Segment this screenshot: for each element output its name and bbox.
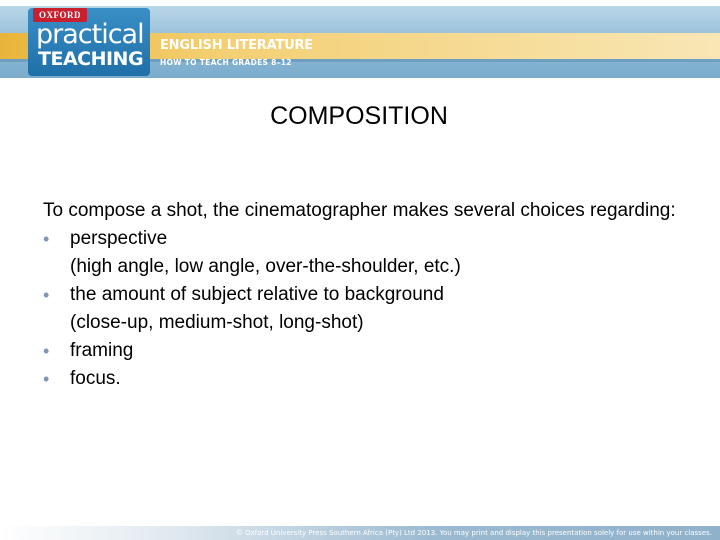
bullet-list xyxy=(43,225,693,393)
logo-text-practical: practical xyxy=(36,19,144,50)
logo-text-teaching: TEACHING xyxy=(38,48,144,70)
list-item xyxy=(43,365,693,393)
bullet-icon: • xyxy=(43,285,50,305)
bullet-icon: • xyxy=(43,369,50,389)
bullet-text: focus. xyxy=(70,368,121,389)
list-item xyxy=(43,281,693,337)
bullet-note: (high angle, low angle, over-the-shoulder, etc.) xyxy=(70,256,461,277)
slide-body xyxy=(43,197,693,393)
bullet-text: perspective xyxy=(70,228,168,249)
subject-title: ENGLISH LITERATURE xyxy=(160,38,313,53)
header-banner xyxy=(0,0,720,80)
bullet-text: framing xyxy=(70,340,134,361)
bullet-icon: • xyxy=(43,341,50,361)
bullet-icon: • xyxy=(43,229,50,249)
footer-bar xyxy=(0,526,720,540)
intro-paragraph: To compose a shot, the cinematographer makes several choices regarding: xyxy=(43,200,676,221)
list-item xyxy=(43,225,693,281)
subject-subtitle: HOW TO TEACH GRADES 8–12 xyxy=(160,58,292,67)
bullet-note: (close-up, medium-shot, long-shot) xyxy=(70,312,364,333)
list-item xyxy=(43,337,693,365)
copyright-notice: © Oxford University Press Southern Africa (Pty) Ltd 2013. You may print and display this presentation solely for use within your classes. xyxy=(235,529,712,537)
slide-title xyxy=(0,101,720,131)
oxford-logo: OXFORD xyxy=(33,8,87,22)
bullet-text: the amount of subject relative to background xyxy=(70,284,444,305)
slide-title-text: COMPOSITION xyxy=(270,102,448,130)
